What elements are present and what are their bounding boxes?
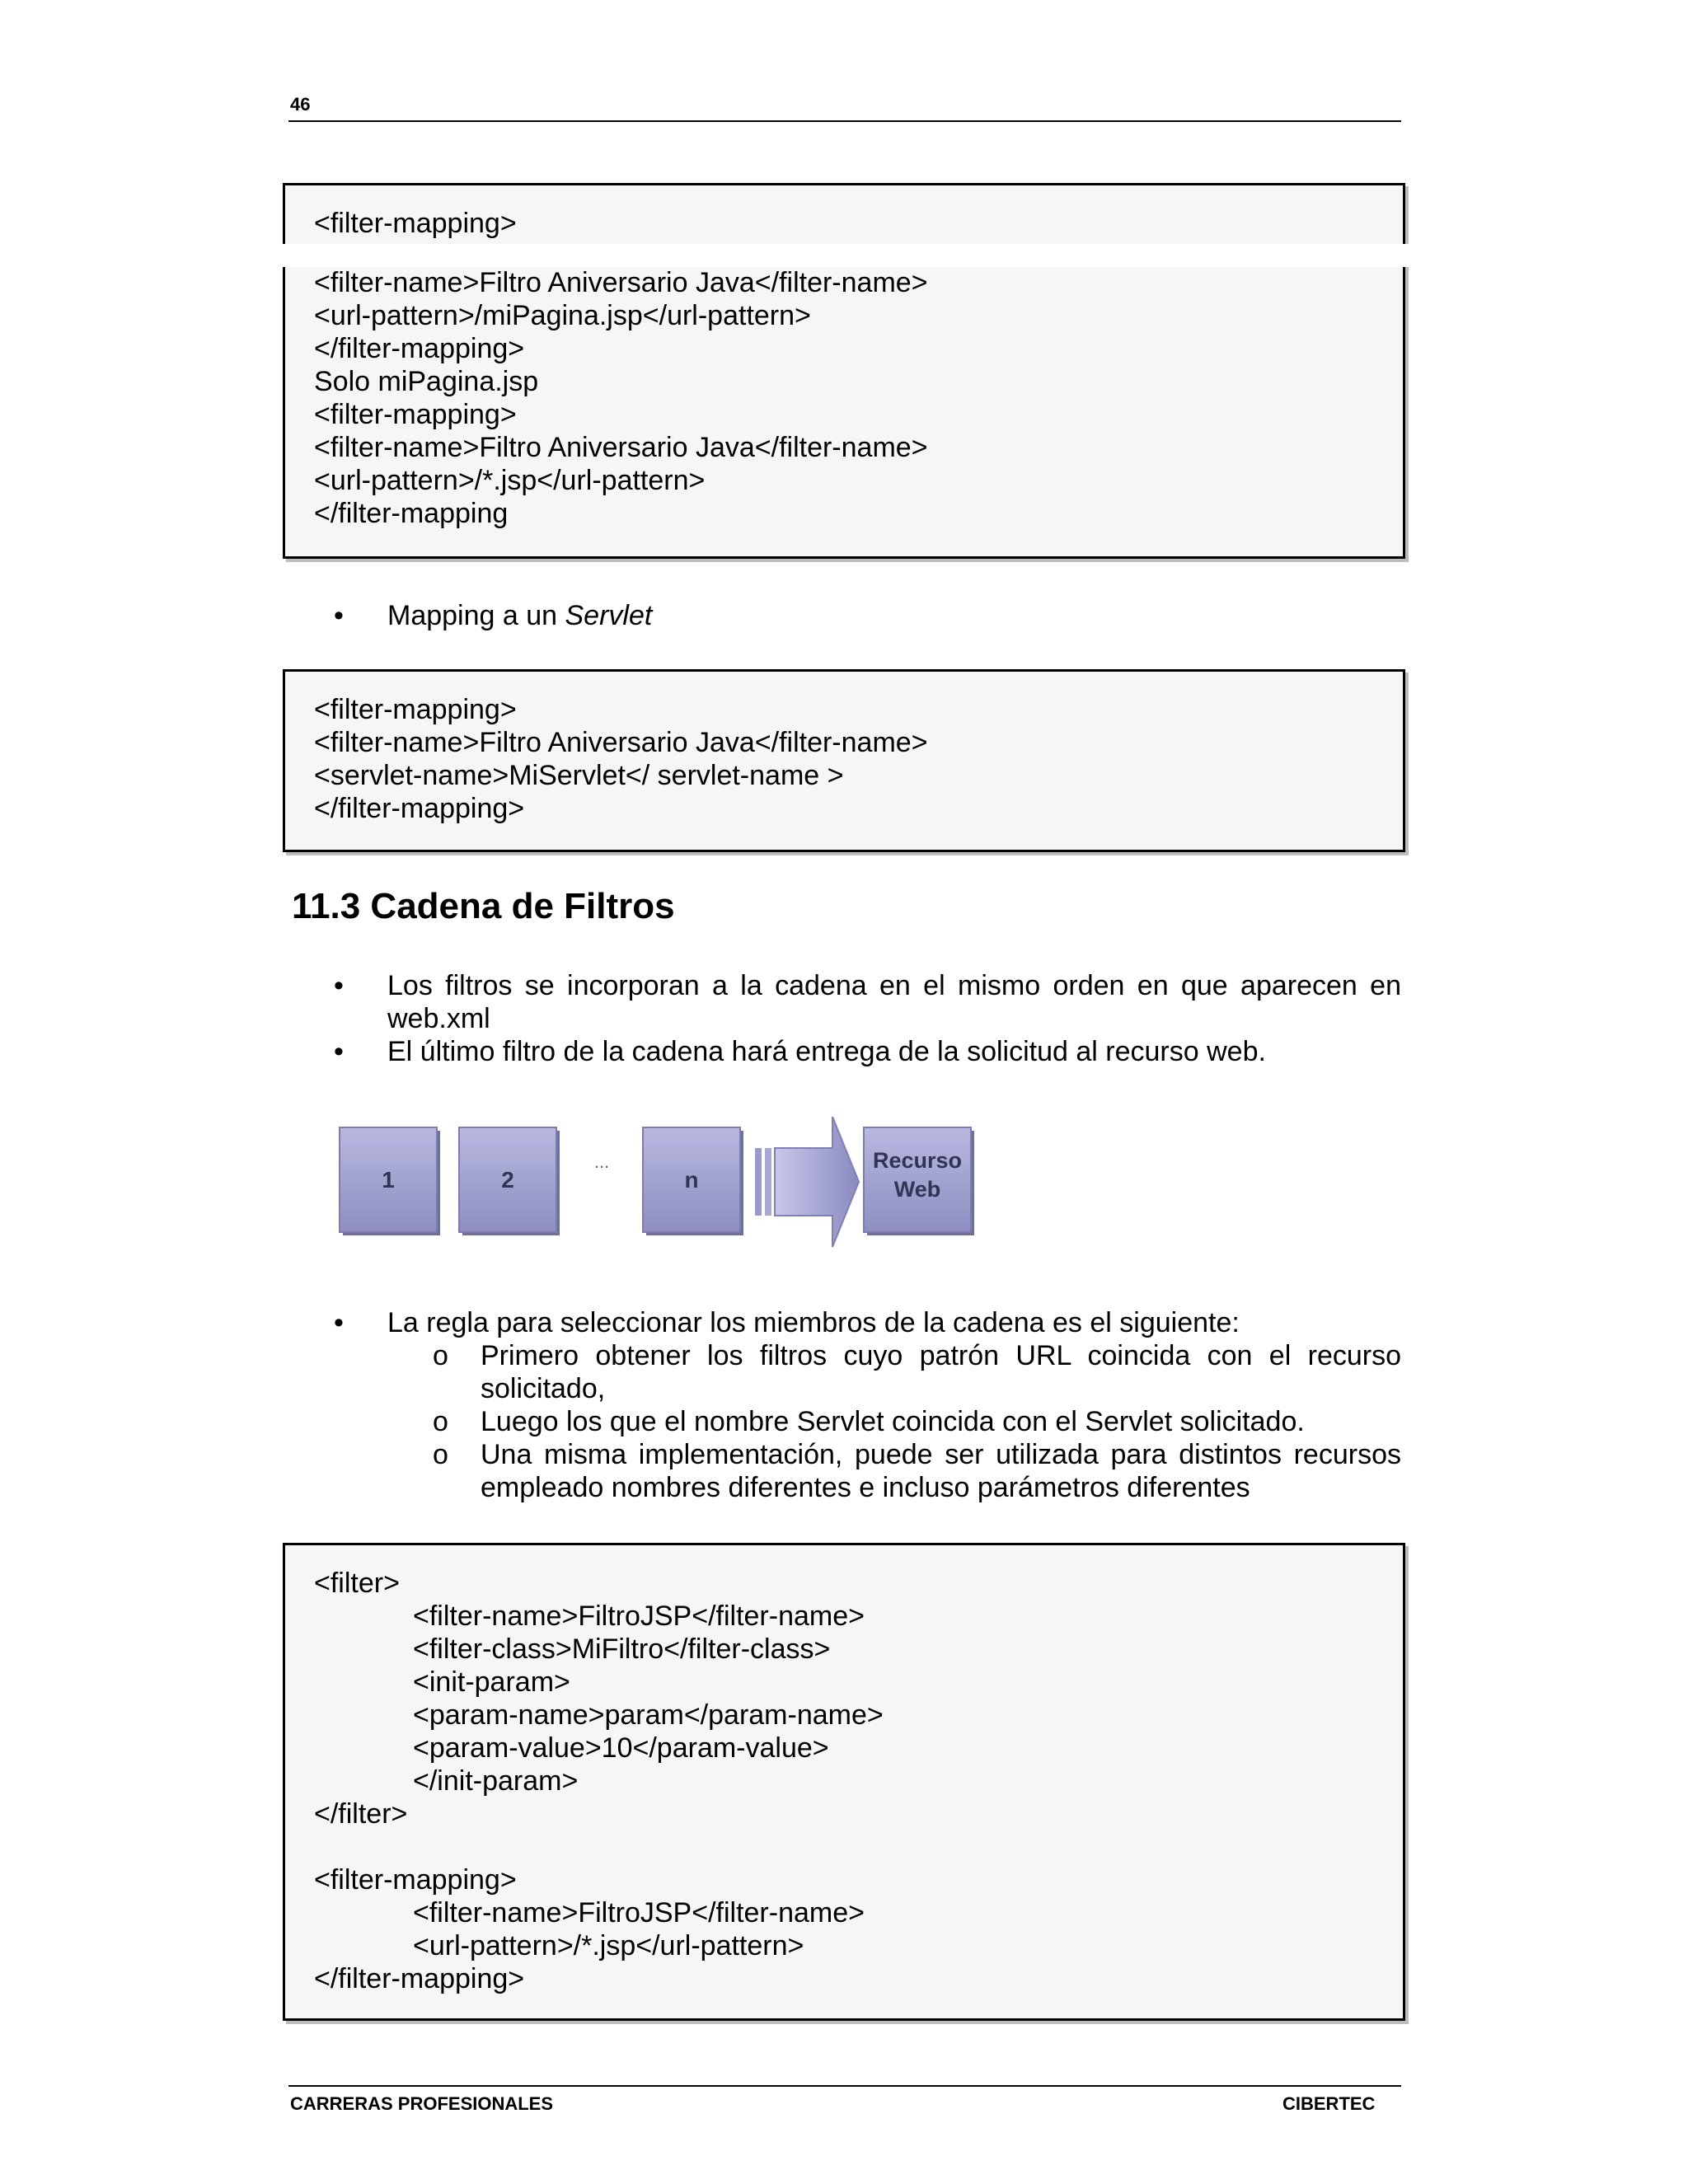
code-line: <param-value>10</param-value>: [413, 1732, 829, 1764]
bullet-text: El último filtro de la cadena hará entrega de la solicitud al recurso web.: [387, 1036, 1266, 1067]
sub-list: [334, 1339, 1401, 1504]
bullet-item: [334, 1306, 1401, 1339]
chain-target-label: Web: [893, 1177, 941, 1202]
code-line: <url-pattern>/miPagina.jsp</url-pattern>: [314, 300, 811, 331]
code-line: <servlet-name>MiServlet</ servlet-name >: [314, 760, 844, 791]
bullet-list-mapping: [334, 599, 1401, 632]
code-line: <filter-name>Filtro Aniversario Java</filter-name>: [314, 267, 928, 298]
code-line: </filter-mapping>: [314, 1963, 525, 1994]
page-break-gap: [280, 244, 1411, 267]
bullet-item: [334, 1035, 1401, 1068]
chain-target-box: [864, 1127, 974, 1235]
code-line: <filter-name>FiltroJSP</filter-name>: [413, 1897, 865, 1929]
chain-box-2: [459, 1127, 560, 1235]
bullet-dot: •: [334, 1307, 344, 1338]
code-line: </filter-mapping>: [314, 793, 525, 824]
code-block-filter-mapping: [283, 183, 1405, 559]
chain-box-n: [643, 1127, 743, 1235]
chain-arrow-icon: [755, 1117, 859, 1247]
header-rule: [288, 120, 1401, 122]
footer-rule: [288, 2085, 1401, 2087]
code-line: <filter-name>Filtro Aniversario Java</filter-name>: [314, 727, 928, 758]
code-line: <filter>: [314, 1568, 400, 1599]
chain-box-label: 1: [382, 1167, 395, 1193]
page-number: 46: [290, 94, 311, 115]
bullet-text: Los filtros se incorporan a la cadena en el mismo orden en que aparecen en web.xml: [387, 970, 1401, 1034]
code-line: </init-param>: [413, 1765, 579, 1797]
code-block-filter-definition: [283, 1543, 1405, 2021]
sub-item: [334, 1339, 1401, 1405]
bullet-list-rule: [334, 1306, 1401, 1504]
code-line: <filter-mapping>: [314, 694, 517, 725]
chain-box-label: 2: [501, 1167, 514, 1193]
bullet-item: [334, 969, 1401, 1035]
bullet-dot: •: [334, 1036, 344, 1067]
bullet-text: Mapping a un: [387, 600, 565, 631]
code-block-servlet-mapping: [283, 669, 1405, 852]
sub-item: [334, 1438, 1401, 1504]
bullet-text: La regla para seleccionar los miembros de la cadena es el siguiente:: [387, 1307, 1240, 1338]
code-line: Solo miPagina.jsp: [314, 366, 539, 397]
code-line: <filter-mapping>: [314, 1864, 517, 1896]
section-heading: 11.3 Cadena de Filtros: [292, 886, 675, 926]
sub-item-text: Una misma implementación, puede ser utilizada para distintos recursos empleado nombres diferentes e incluso parámetros diferentes: [481, 1439, 1401, 1503]
code-line: <init-param>: [413, 1666, 570, 1698]
bullet-text-italic: Servlet: [565, 600, 653, 631]
sub-bullet-circle: o: [433, 1406, 448, 1437]
code-line: <filter-class>MiFiltro</filter-class>: [413, 1633, 831, 1665]
bullet-list-chain: [334, 969, 1401, 1068]
code-line: <param-name>param</param-name>: [413, 1699, 884, 1731]
code-line: </filter-mapping: [314, 498, 509, 529]
footer-left: CARRERAS PROFESIONALES: [290, 2093, 554, 2114]
bullet-dot: •: [334, 600, 344, 631]
chain-target-label: Recurso: [872, 1148, 963, 1173]
code-line: <filter-mapping>: [314, 208, 517, 239]
chain-ellipsis: ...: [593, 1151, 610, 1172]
code-line: <filter-name>Filtro Aniversario Java</filter-name>: [314, 432, 928, 463]
chain-box-label: n: [684, 1167, 699, 1193]
code-line: </filter-mapping>: [314, 333, 525, 364]
code-line: <filter-name>FiltroJSP</filter-name>: [413, 1601, 865, 1632]
code-blank-line: [314, 1830, 1403, 1863]
sub-bullet-circle: o: [433, 1439, 448, 1470]
bullet-dot: •: [334, 970, 344, 1001]
footer-right: CIBERTEC: [1282, 2093, 1376, 2114]
code-line: </filter>: [314, 1798, 408, 1830]
sub-item-text: Luego los que el nombre Servlet coincida con el Servlet solicitado.: [481, 1406, 1305, 1437]
filter-chain-diagram: [338, 1117, 981, 1257]
sub-bullet-circle: o: [433, 1340, 448, 1371]
sub-item-text: Primero obtener los filtros cuyo patrón URL coincida con el recurso solicitado,: [481, 1340, 1401, 1404]
code-line: <url-pattern>/*.jsp</url-pattern>: [314, 465, 706, 496]
sub-item: [334, 1405, 1401, 1438]
code-line: <url-pattern>/*.jsp</url-pattern>: [413, 1930, 804, 1961]
chain-box-1: [340, 1127, 440, 1235]
code-line: <filter-mapping>: [314, 399, 517, 430]
bullet-item: [334, 599, 1401, 632]
